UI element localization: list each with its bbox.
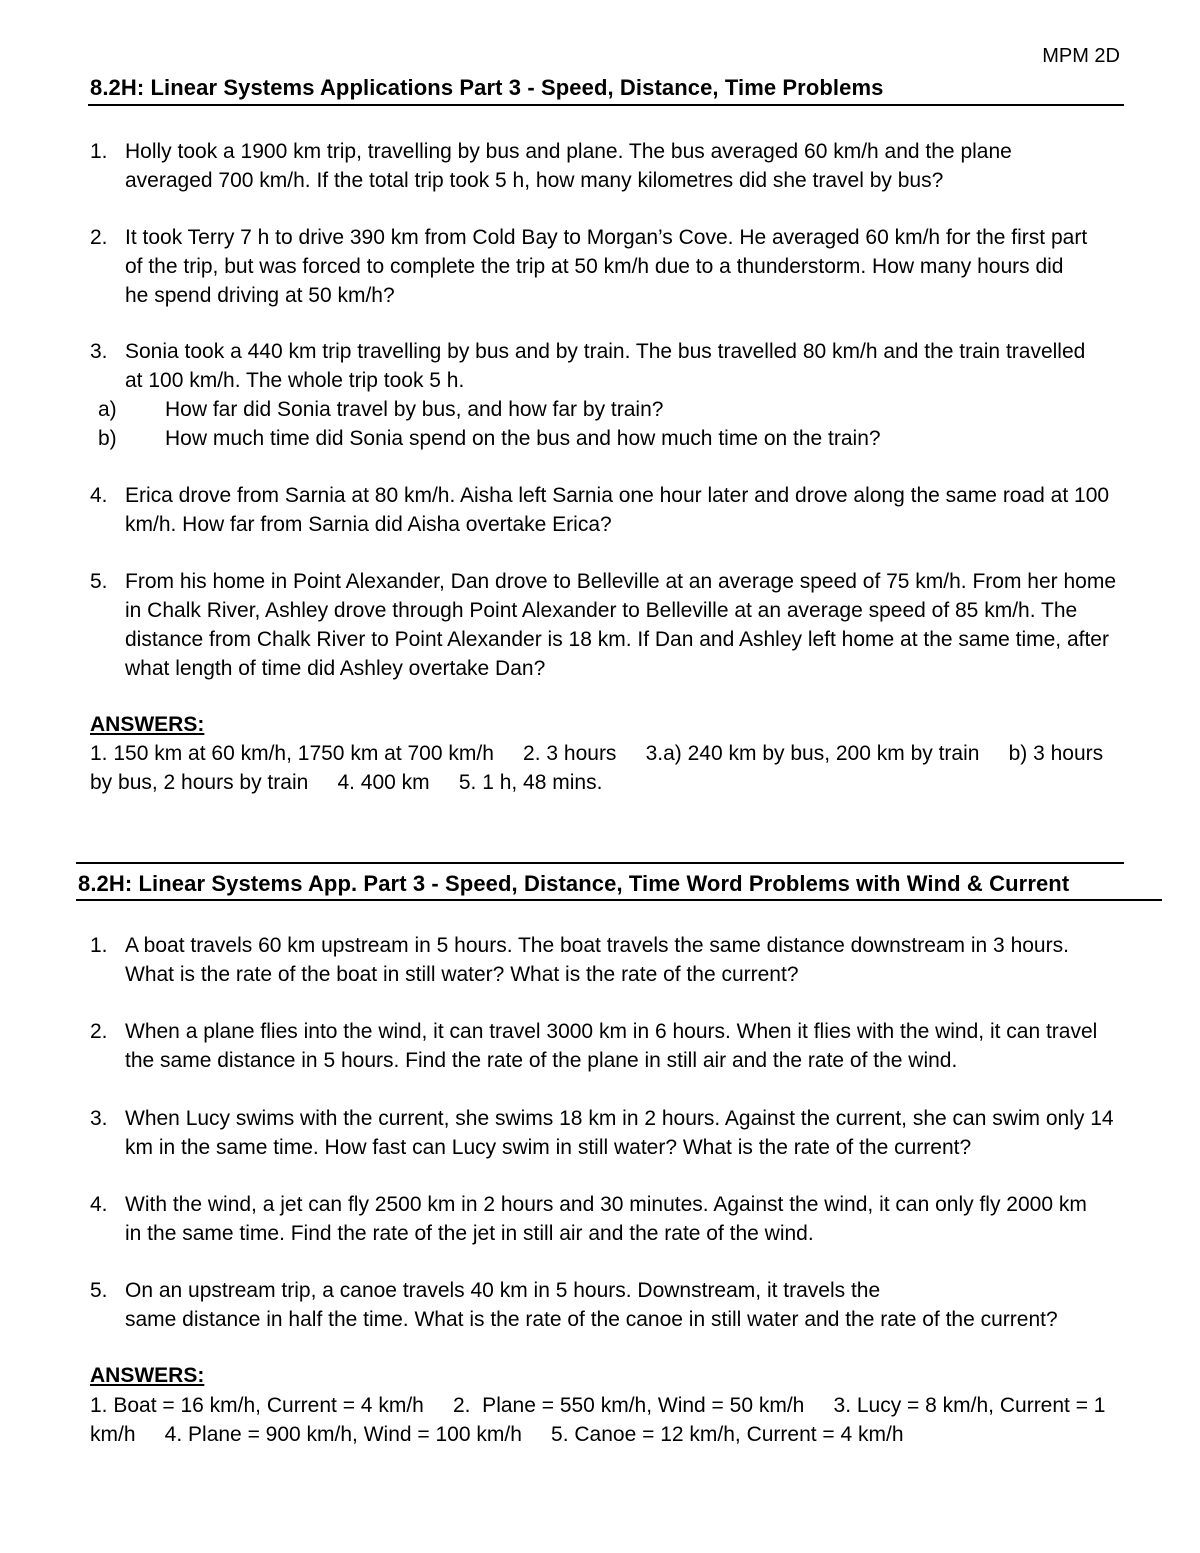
sub-question-text: How far did Sonia travel by bus, and how far by train? bbox=[165, 398, 664, 421]
question-text: A boat travels 60 km upstream in 5 hours. The boat travels the same distance downstream in 3 hours. What is the rate of the boat in still water? What is the rate of the current? bbox=[125, 934, 1069, 986]
question-text: Sonia took a 440 km trip travelling by bus and by train. The bus travelled 80 km/h and the train travelled at 100 km/h. The whole trip took 5 h. bbox=[125, 340, 1086, 392]
question-number: 5. bbox=[90, 570, 108, 593]
sub-question-b bbox=[90, 424, 1090, 453]
sub-question-label: b) bbox=[98, 427, 117, 450]
section2-title: 8.2H: Linear Systems App. Part 3 - Speed, Distance, Time Word Problems with Wind & Current bbox=[78, 871, 1070, 896]
s2-question-1 bbox=[90, 931, 1110, 989]
s2-question-3 bbox=[90, 1104, 1125, 1162]
section1-answers-text: 1. 150 km at 60 km/h, 1750 km at 700 km/h 2. 3 hours 3.a) 240 km by bus, 200 km by train b) 3 hours by bus, 2 hours by train 4. 400 km 5. 1 h, 48 mins. bbox=[90, 742, 1110, 794]
question-text: When a plane flies into the wind, it can travel 3000 km in 6 hours. When it flies with the wind, it can travel the same distance in 5 hours. Find the rate of the plane in still air and the rate of the wind. bbox=[125, 1020, 1098, 1072]
question-text-line-2: same distance in half the time. What is the rate of the canoe in still water and the rate of the current? bbox=[125, 1308, 1058, 1331]
section1-title: 8.2H: Linear Systems Applications Part 3 - Speed, Distance, Time Problems bbox=[90, 75, 884, 100]
section2-top-rule bbox=[76, 862, 1124, 864]
question-text: From his home in Point Alexander, Dan drove to Belleville at an average speed of 75 km/h. From her home in Chalk River, Ashley drove through Point Alexander to Belleville at an average speed of 85 km/h. The distance from Chalk River to Point Alexander is 18 km. If Dan and Ashley left home at the same time, after what length of time did Ashley overtake Dan? bbox=[125, 570, 1117, 680]
question-number: 2. bbox=[90, 1020, 108, 1043]
section2-answers-heading: ANSWERS: bbox=[90, 1364, 205, 1387]
question-text: Holly took a 1900 km trip, travelling by bus and plane. The bus averaged 60 km/h and the plane averaged 700 km/h. If the total trip took 5 h, how many kilometres did she travel by bus? bbox=[125, 140, 1012, 192]
sub-question-text: How much time did Sonia spend on the bus and how much time on the train? bbox=[165, 427, 881, 450]
sub-question-label: a) bbox=[98, 398, 117, 421]
question-number: 1. bbox=[90, 934, 108, 957]
s2-question-4 bbox=[90, 1190, 1100, 1248]
question-text-line-1: On an upstream trip, a canoe travels 40 km in 5 hours. Downstream, it travels the bbox=[125, 1279, 881, 1302]
s2-question-2 bbox=[90, 1017, 1110, 1075]
s2-question-5 bbox=[90, 1276, 1150, 1334]
question-number: 3. bbox=[90, 1107, 108, 1130]
section2-answers-text: 1. Boat = 16 km/h, Current = 4 km/h 2. Plane = 550 km/h, Wind = 50 km/h 3. Lucy = 8 km/h, Current = 1 km/h 4. Plane = 900 km/h, Wind = 100 km/h 5. Canoe = 12 km/h, Current = 4 km/h bbox=[90, 1394, 1112, 1446]
question-text: When Lucy swims with the current, she swims 18 km in 2 hours. Against the current, she can swim only 14 km in the same time. How fast can Lucy swim in still water? What is the rate of the current? bbox=[125, 1107, 1114, 1159]
section1-rule bbox=[88, 104, 1124, 106]
s1-question-1 bbox=[90, 137, 1090, 195]
question-text: With the wind, a jet can fly 2500 km in 2 hours and 30 minutes. Against the wind, it can only fly 2000 km in the same time. Find the rate of the jet in still air and the rate of the wind. bbox=[125, 1193, 1087, 1245]
question-text: Erica drove from Sarnia at 80 km/h. Aisha left Sarnia one hour later and drove along the same road at 100 km/h. How far from Sarnia did Aisha overtake Erica? bbox=[125, 484, 1110, 536]
s1-question-4 bbox=[90, 481, 1110, 539]
question-number: 5. bbox=[90, 1279, 108, 1302]
section2-rule bbox=[76, 899, 1162, 901]
section1-answers-heading: ANSWERS: bbox=[90, 713, 205, 736]
course-code: MPM 2D bbox=[1042, 45, 1120, 67]
question-text: It took Terry 7 h to drive 390 km from Cold Bay to Morgan’s Cove. He averaged 60 km/h for the first part of the trip, but was forced to complete the trip at 50 km/h due to a thunderstorm. How many hours did he spend driving at 50 km/h? bbox=[125, 226, 1088, 307]
s1-question-2 bbox=[90, 223, 1090, 310]
question-number: 3. bbox=[90, 340, 108, 363]
question-number: 2. bbox=[90, 226, 108, 249]
question-number: 4. bbox=[90, 1193, 108, 1216]
question-number: 4. bbox=[90, 484, 108, 507]
s1-question-3 bbox=[90, 337, 1090, 453]
sub-question-a bbox=[90, 395, 1090, 424]
question-number: 1. bbox=[90, 140, 108, 163]
s1-question-5 bbox=[90, 567, 1125, 683]
